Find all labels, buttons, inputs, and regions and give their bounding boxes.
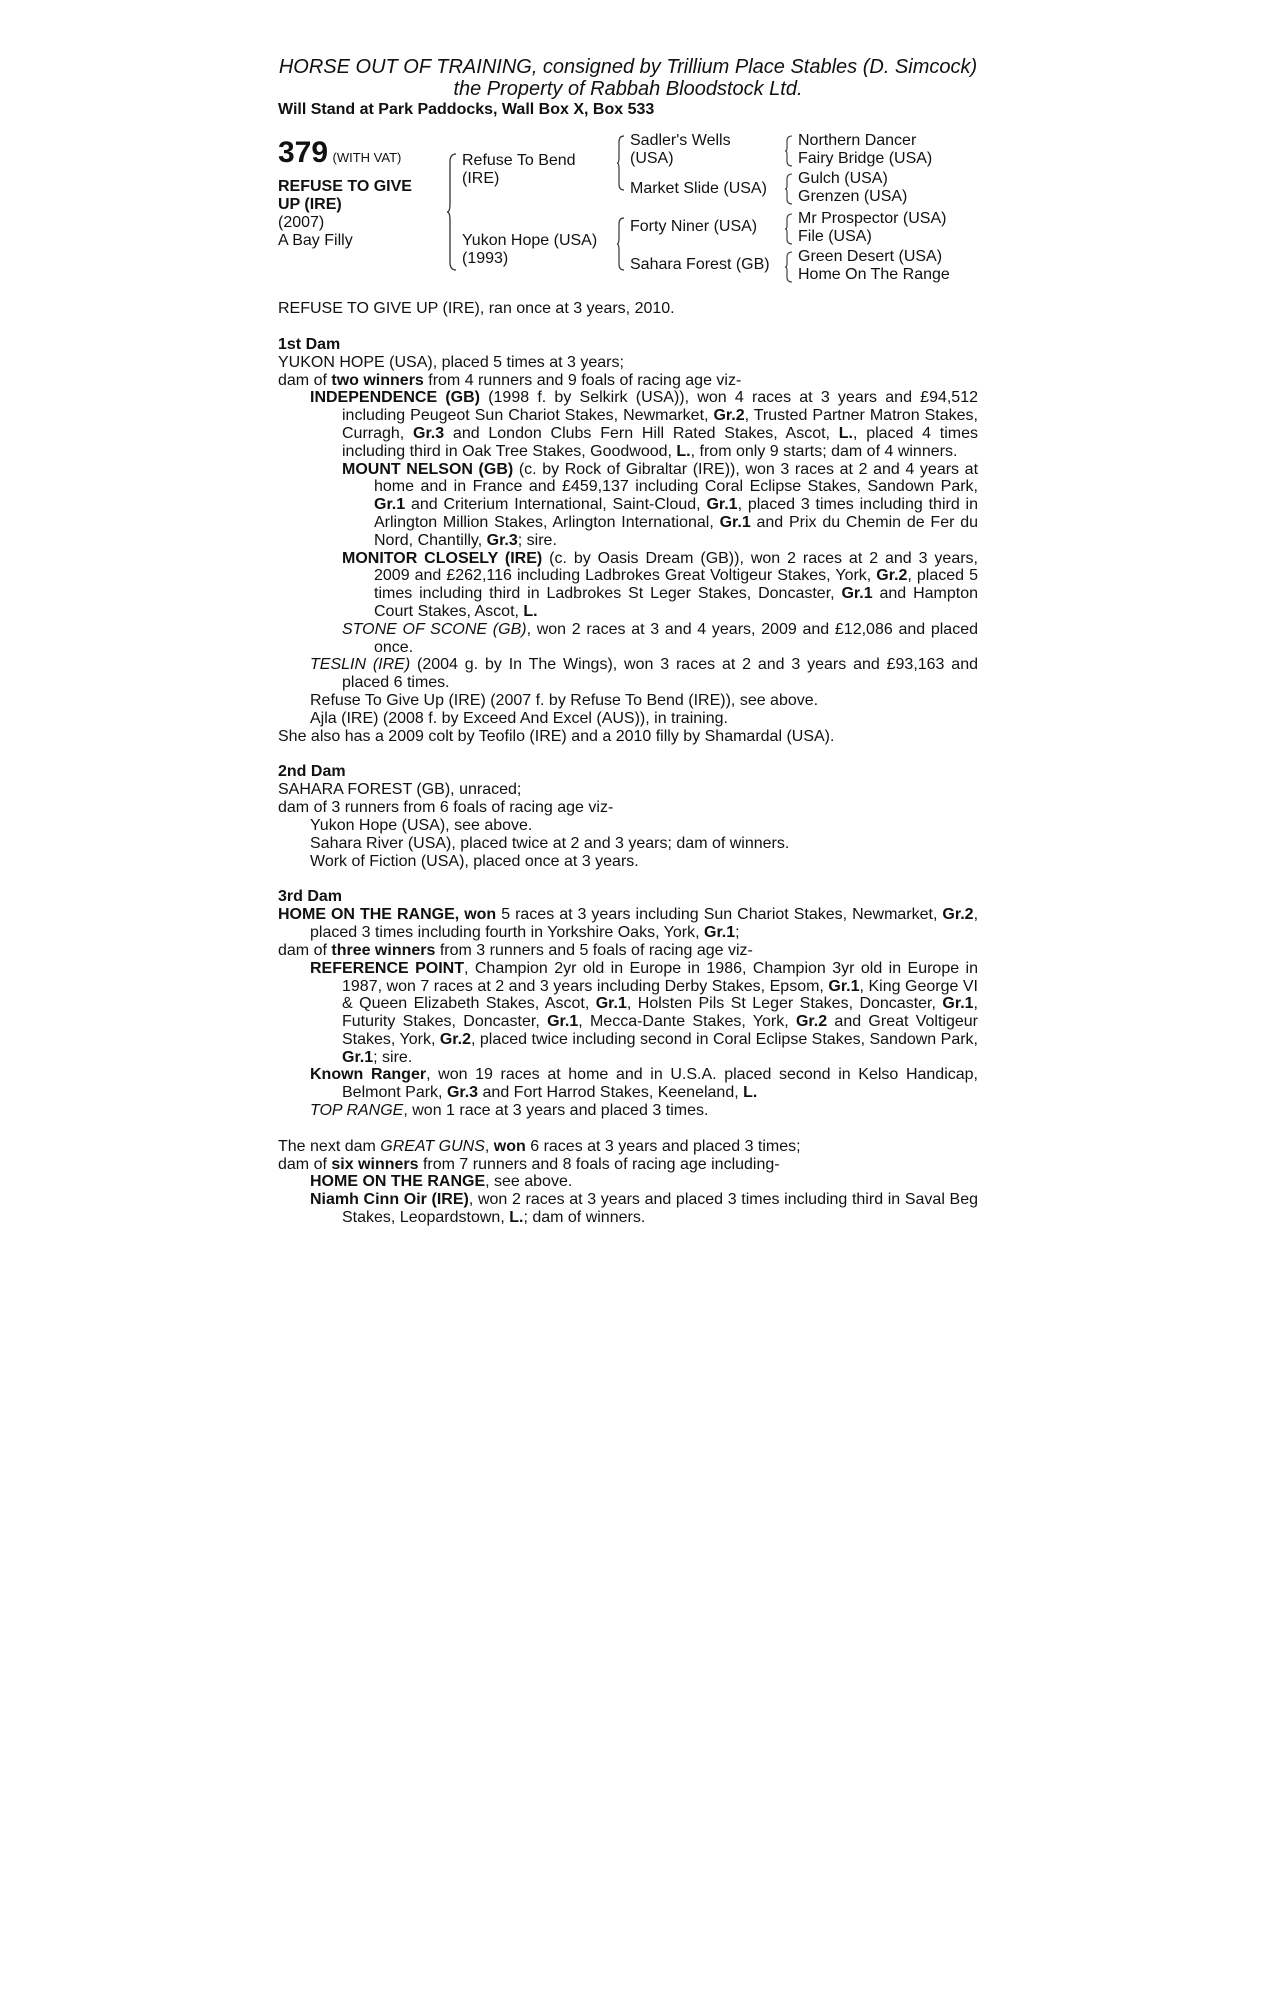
sire-sire: Sadler's Wells (630, 132, 731, 149)
produce-refuse-to-give-up: Refuse To Give Up (IRE) (2007 f. by Refuse To Bend (IRE)), see above. (310, 691, 819, 709)
stand-location: Will Stand at Park Paddocks, Wall Box X, Box 533 (278, 101, 655, 118)
lot-number-row (278, 136, 402, 169)
dam-line-brace (616, 216, 626, 272)
catalogue-page (278, 56, 978, 1227)
second-dam-produce-3: Work of Fiction (USA), placed once at 3 years. (310, 852, 639, 870)
gen3-dsd: File (USA) (798, 228, 872, 245)
second-dam-line: SAHARA FOREST (GB), unraced; (278, 781, 522, 799)
third-dam-title: 3rd Dam (278, 888, 343, 906)
lot-number: 379 (278, 136, 329, 169)
first-dam-produce-line: dam of two winners from 4 runners and 9 foals of racing age viz- (278, 371, 742, 389)
produce-mount-nelson: MOUNT NELSON (GB) (c. by Rock of Gibraltar (IRE)), won 3 races at 2 and 4 years at home and in France and £459,137 including Coral Eclipse Stakes, Sandown Park, Gr.1 and Criterium International, Saint-Cloud, Gr.1, placed 3 times including third in Arlington Million Stakes, Arlington International, Gr.1 and Prix du Chemin de Fer du Nord, Chantilly, Gr.3; sire. (342, 460, 979, 549)
dam-dam: Sahara Forest (GB) (630, 256, 770, 273)
produce-reference-point: REFERENCE POINT, Champion 2yr old in Europe in 1986, Champion 3yr old in Europe in 1987, won 7 races at 2 and 3 years including Derby Stakes, Epsom, Gr.1, King George VI & Queen Elizabeth Stakes, Ascot, Gr.1, Holsten Pils St Leger Stakes, Doncaster, Gr.1, Futurity Stakes, Doncaster, Gr.1, Mecca-Dante Stakes, York, Gr.2 and Great Voltigeur Stakes, York, Gr.2, placed twice including second in Coral Eclipse Stakes, Sandown Park, Gr.1; sire. (310, 959, 979, 1066)
vat-note: (WITH VAT) (332, 150, 402, 165)
second-dam-produce-line: dam of 3 runners from 6 foals of racing age viz- (278, 799, 614, 817)
sire-line-brace (616, 134, 626, 192)
horse-description: A Bay Filly (278, 232, 353, 249)
gen3-brace-2 (784, 172, 794, 206)
second-dam-produce-1: Yukon Hope (USA), see above. (310, 816, 533, 834)
horse-name-line2: UP (IRE) (278, 196, 342, 213)
pedigree-table (278, 132, 978, 292)
produce-niamh-cinn-oir: Niamh Cinn Oir (IRE), won 2 races at 3 years and placed 3 times including third in Saval Beg Stakes, Leopardstown, L.; dam of winners. (310, 1191, 978, 1227)
first-dam-line: YUKON HOPE (USA), placed 5 times at 3 years; (278, 353, 624, 371)
gen3-ssd: Fairy Bridge (USA) (798, 150, 933, 167)
gen3-sds: Gulch (USA) (798, 170, 888, 187)
third-dam-produce-line: dam of three winners from 3 runners and 5 foals of racing age viz- (278, 941, 753, 959)
first-dam-title: 1st Dam (278, 335, 341, 353)
produce-teslin: TESLIN (IRE) (2004 g. by In The Wings), won 3 races at 2 and 3 years and £93,163 and placed 6 times. (310, 656, 978, 692)
produce-known-ranger: Known Ranger, won 19 races at home and in U.S.A. placed second in Kelso Handicap, Belmont Park, Gr.3 and Fort Harrod Stakes, Keeneland, L. (310, 1066, 978, 1102)
gen3-dds: Green Desert (USA) (798, 248, 943, 265)
dam-sire: Forty Niner (USA) (630, 218, 758, 235)
owner-line: the Property of Rabbah Bloodstock Ltd. (453, 78, 803, 100)
consignor-line: HORSE OUT OF TRAINING, consigned by Trillium Place Stables (D. Simcock) (278, 56, 978, 78)
produce-home-on-the-range: HOME ON THE RANGE, see above. (310, 1173, 573, 1191)
next-dam-line: The next dam GREAT GUNS, won 6 races at 3 years and placed 3 times; (278, 1137, 801, 1155)
gen3-ddd: Home On The Range (798, 266, 950, 283)
race-summary: REFUSE TO GIVE UP (IRE), ran once at 3 years, 2010. (278, 300, 675, 317)
pedigree-brace (446, 152, 458, 272)
produce-also: She also has a 2009 colt by Teofilo (IRE) and a 2010 filly by Shamardal (USA). (278, 727, 835, 745)
produce-top-range: TOP RANGE, won 1 race at 3 years and placed 3 times. (310, 1102, 709, 1120)
horse-name-line1: REFUSE TO GIVE (278, 178, 412, 195)
next-dam-produce-line: dam of six winners from 7 runners and 8 foals of racing age including- (278, 1155, 780, 1173)
gen3-sss: Northern Dancer (798, 132, 917, 149)
gen3-brace-3 (784, 212, 794, 246)
sire-name: Refuse To Bend (462, 152, 576, 169)
foal-year: (2007) (278, 214, 325, 231)
gen3-sdd: Grenzen (USA) (798, 188, 908, 205)
sire-dam: Market Slide (USA) (630, 180, 767, 197)
second-dam-title: 2nd Dam (278, 763, 346, 781)
gen3-brace-4 (784, 250, 794, 284)
sire-sire-origin: (USA) (630, 150, 674, 167)
sire-origin: (IRE) (462, 170, 500, 187)
produce-independence: INDEPENDENCE (GB) (1998 f. by Selkirk (USA)), won 4 races at 3 years and £94,512 including Peugeot Sun Chariot Stakes, Newmarket, Gr.2, Trusted Partner Matron Stakes, Curragh, Gr.3 and London Clubs Fern Hill Rated Stakes, Ascot, L., placed 4 times including third in Oak Tree Stakes, Goodwood, L., from only 9 starts; dam of 4 winners. (310, 389, 979, 460)
produce-stone-of-scone: STONE OF SCONE (GB), won 2 races at 3 and 4 years, 2009 and £12,086 and placed once. (342, 620, 978, 656)
second-dam-produce-2: Sahara River (USA), placed twice at 2 and 3 years; dam of winners. (310, 834, 790, 852)
gen3-dss: Mr Prospector (USA) (798, 210, 947, 227)
produce-ajla: Ajla (IRE) (2008 f. by Exceed And Excel (AUS)), in training. (310, 709, 728, 727)
produce-monitor-closely: MONITOR CLOSELY (IRE) (c. by Oasis Dream (GB)), won 2 races at 2 and 3 years, 2009 and £262,116 including Ladbrokes Great Voltigeur Stakes, York, Gr.2, placed 5 times including third in Ladbrokes St Leger Stakes, Doncaster, Gr.1 and Hampton Court Stakes, Ascot, L. (342, 549, 978, 620)
gen3-brace-1 (784, 134, 794, 168)
third-dam-line: HOME ON THE RANGE, won 5 races at 3 years including Sun Chariot Stakes, Newmarket, Gr.2, placed 3 times including fourth in Yorkshire Oaks, York, Gr.1; (278, 906, 979, 942)
dam-year: (1993) (462, 250, 509, 267)
dam-name: Yukon Hope (USA) (462, 232, 598, 249)
